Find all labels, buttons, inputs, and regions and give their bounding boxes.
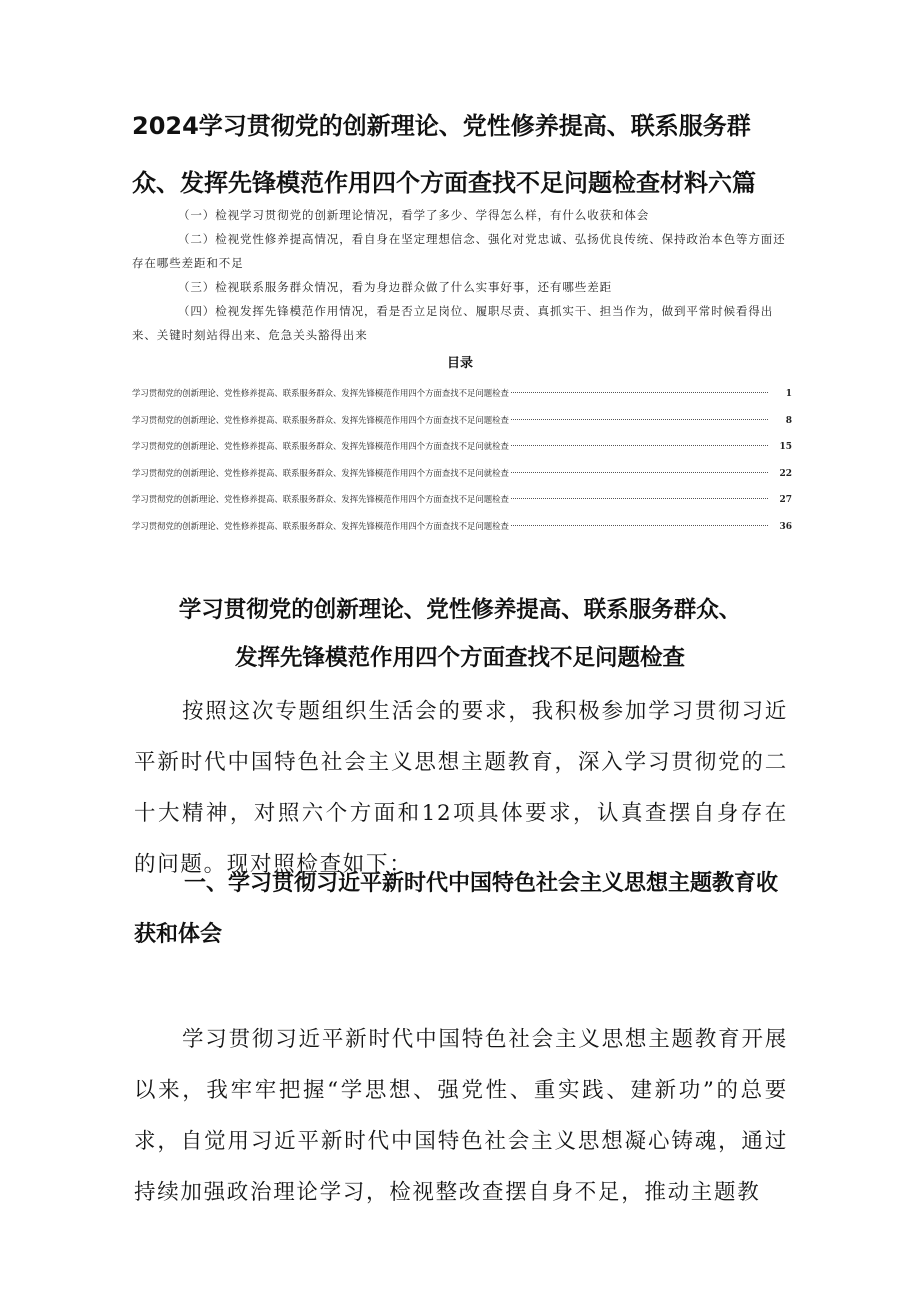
toc-entry-text: 学习贯彻党的创新理论、党性修养提高、联系服务群众、发挥先锋模范作用四个方面查找不足问就检查 bbox=[132, 441, 509, 452]
table-of-contents bbox=[132, 383, 792, 543]
toc-entry[interactable] bbox=[132, 436, 792, 463]
intro-list bbox=[132, 203, 792, 347]
toc-leader-dots bbox=[511, 445, 768, 446]
document-title-line-2: 众、发挥先锋模范作用四个方面查找不足问题检查材料六篇 bbox=[132, 169, 756, 197]
toc-title: 目录 bbox=[446, 356, 473, 371]
toc-leader-dots bbox=[511, 525, 768, 526]
toc-entry-page: 15 bbox=[779, 442, 792, 453]
toc-entry-page: 22 bbox=[779, 468, 792, 479]
toc-entry[interactable] bbox=[132, 489, 792, 516]
toc-entry-page: 1 bbox=[785, 389, 792, 399]
body-paragraph-1: 按照这次专题组织生活会的要求，我积极参加学习贯彻习近平新时代中国特色社会主义思想主题教育，深入学习贯彻党的二十大精神，对照六个方面和12项具体要求，认真查摆自身存在的问题。现对照检查如下： bbox=[134, 699, 788, 877]
section-title-line-1: 学习贯彻党的创新理论、党性修养提高、联系服务群众、 bbox=[178, 597, 742, 623]
toc-entry-text: 学习贯彻党的创新理论、党性修养提高、联系服务群众、发挥先锋模范作用四个方面查找不足问题检查 bbox=[132, 388, 509, 398]
toc-entry[interactable] bbox=[132, 410, 792, 437]
toc-leader-dots bbox=[511, 419, 768, 420]
toc-leader-dots bbox=[511, 392, 768, 393]
body-paragraph-2: 学习贯彻习近平新时代中国特色社会主义思想主题教育开展以来，我牢牢把握“学思想、强党性、重实践、建新功”的总要求，自觉用习近平新时代中国特色社会主义思想凝心铸魂，通过持续加强政治理论学习，检视整改查摆自身不足，推动主题教 bbox=[134, 1027, 788, 1205]
toc-entry[interactable] bbox=[132, 516, 792, 543]
toc-entry-page: 27 bbox=[779, 495, 792, 506]
toc-entry-text: 学习贯彻党的创新理论、党性修养提高、联系服务群众、发挥先锋模范作用四个方面查找不足问题检查 bbox=[132, 520, 509, 531]
document-title-line-1: 2024学习贯彻党的创新理论、党性修养提高、联系服务群 bbox=[132, 112, 751, 140]
intro-item: （四）检视发挥先锋模范作用情况，看是否立足岗位、履职尽责、真抓实干、担当作为，做到平常时候看得出来、关键时刻站得出来、危急关头豁得出来 bbox=[132, 304, 774, 342]
intro-item: （三）检视联系服务群众情况，看为身边群众做了什么实事好事，还有哪些差距 bbox=[178, 280, 612, 294]
toc-entry-page: 36 bbox=[779, 521, 792, 532]
toc-entry[interactable] bbox=[132, 383, 792, 410]
toc-entry-text: 学习贯彻党的创新理论、党性修养提高、联系服务群众、发挥先锋模范作用四个方面查找不足问题检查 bbox=[132, 414, 509, 425]
toc-entry-text: 学习贯彻党的创新理论、党性修养提高、联系服务群众、发挥先锋模范作用四个方面查找不足问就检查 bbox=[132, 467, 509, 478]
heading-one: 一、学习贯彻习近平新时代中国特色社会主义思想主题教育收获和体会 bbox=[134, 871, 779, 947]
intro-item: （二）检视党性修养提高情况，看自身在坚定理想信念、强化对党忠诚、弘扬优良传统、保持政治本色等方面还存在哪些差距和不足 bbox=[132, 232, 786, 270]
toc-leader-dots bbox=[511, 498, 768, 499]
intro-item: （一）检视学习贯彻党的创新理论情况，看学了多少、学得怎么样，有什么收获和体会 bbox=[178, 208, 650, 222]
toc-entry[interactable] bbox=[132, 463, 792, 490]
toc-entry-text: 学习贯彻党的创新理论、党性修养提高、联系服务群众、发挥先锋模范作用四个方面查找不足问题检查 bbox=[132, 494, 509, 505]
section-title-line-2: 发挥先锋模范作用四个方面查找不足问题检查 bbox=[234, 645, 685, 671]
toc-entry-page: 8 bbox=[785, 415, 792, 426]
toc-leader-dots bbox=[511, 472, 768, 473]
